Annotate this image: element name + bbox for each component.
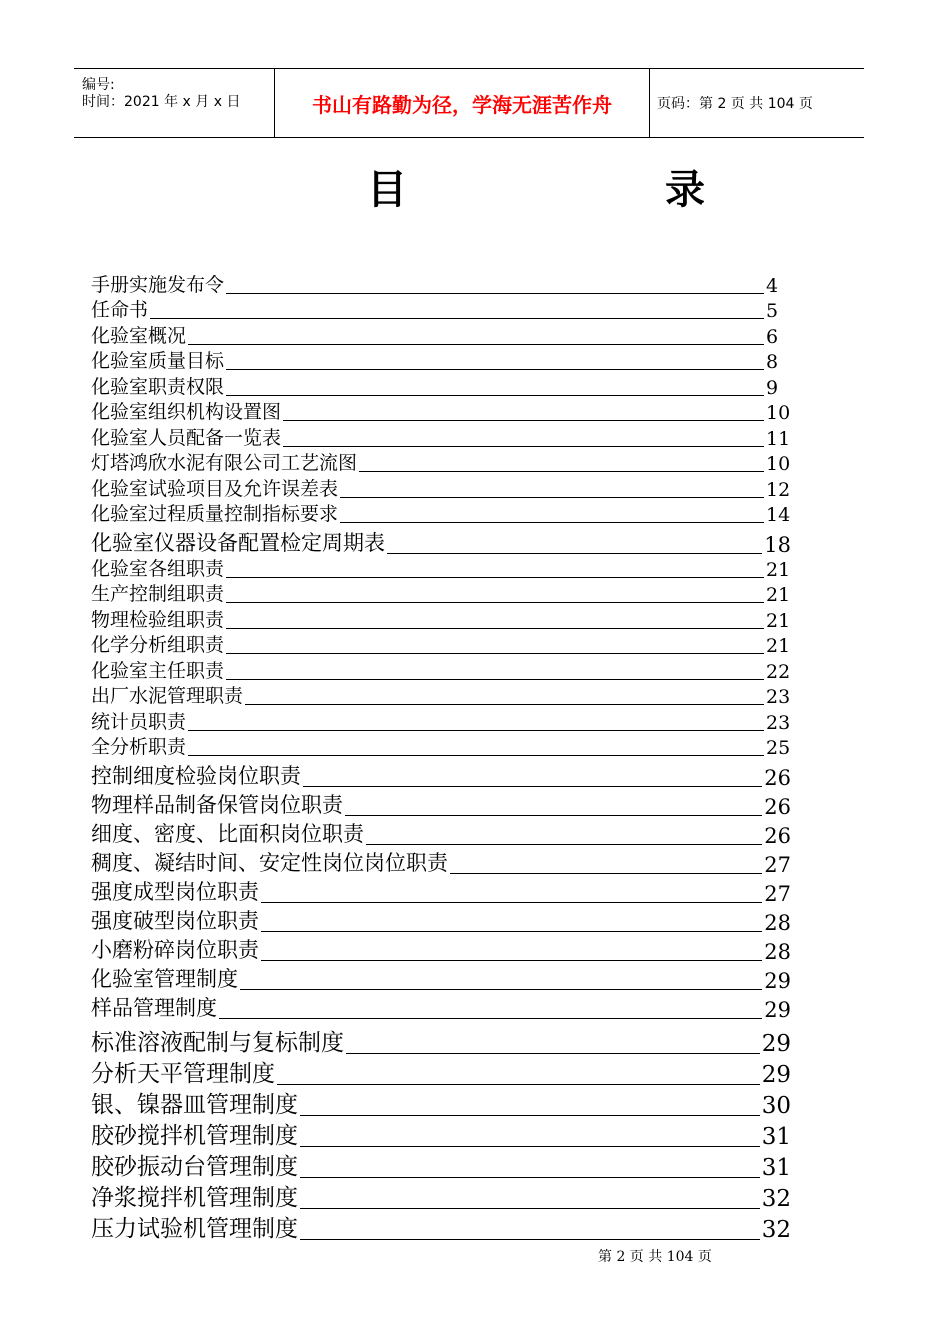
toc-leader-line: [226, 395, 764, 396]
toc-leader-line: [300, 1239, 760, 1240]
toc-entry-page-number: 10: [766, 402, 791, 424]
toc-entry[interactable]: [91, 295, 780, 322]
toc-entry-page-number: 23: [766, 686, 791, 708]
toc-entry-title: 强度成型岗位职责: [91, 880, 259, 904]
toc-entry-title: 全分析职责: [91, 736, 187, 758]
toc-entry[interactable]: [91, 707, 791, 734]
toc-entry-title: 强度破型岗位职责: [91, 909, 259, 933]
toc-entry-page-number: 21: [766, 559, 791, 581]
toc-entry-page-number: 26: [764, 824, 791, 848]
header-motto-cell: [274, 69, 650, 137]
toc-entry-page-number: 31: [761, 1155, 791, 1181]
toc-entry-page-number: 18: [764, 533, 791, 557]
toc-entry-page-number: 10: [766, 453, 791, 475]
toc-leader-line: [359, 471, 764, 472]
toc-entry[interactable]: [91, 789, 791, 819]
toc-entry-title: 化验室职责权限: [91, 376, 225, 398]
toc-leader-line: [226, 602, 764, 603]
toc-entry-page-number: 21: [766, 610, 791, 632]
toc-entry[interactable]: [91, 270, 780, 297]
page-header: [74, 68, 864, 138]
toc-entry-page-number: 27: [764, 853, 791, 877]
toc-entry[interactable]: [91, 448, 791, 475]
toc-leader-line: [261, 902, 762, 903]
toc-leader-line: [346, 1053, 760, 1054]
header-left-cell: [74, 69, 274, 137]
toc-entry-title: 胶砂振动台管理制度: [91, 1154, 298, 1180]
toc-entry-page-number: 25: [766, 737, 791, 759]
toc-entry[interactable]: [91, 499, 791, 526]
toc-entry-page-number: 32: [761, 1217, 791, 1243]
toc-entry[interactable]: [91, 1055, 791, 1088]
toc-leader-line: [450, 873, 762, 874]
toc-leader-line: [188, 344, 764, 345]
toc-entry[interactable]: [91, 554, 791, 581]
toc-entry[interactable]: [91, 474, 791, 501]
toc-entry-title: 化验室试验项目及允许误差表: [91, 478, 339, 500]
toc-leader-line: [188, 755, 764, 756]
toc-entry-title: 化验室仪器设备配置检定周期表: [91, 531, 385, 555]
toc-entry-page-number: 29: [761, 1062, 791, 1088]
toc-leader-line: [226, 369, 764, 370]
toc-leader-line: [226, 628, 764, 629]
toc-entry-page-number: 12: [766, 479, 791, 501]
toc-entry[interactable]: [91, 1210, 791, 1243]
toc-entry[interactable]: [91, 1086, 791, 1119]
toc-entry-page-number: 4: [766, 275, 779, 297]
toc-leader-line: [283, 446, 764, 447]
toc-entry-title: 化验室人员配备一览表: [91, 427, 282, 449]
toc-entry-page-number: 29: [764, 969, 791, 993]
toc-entry[interactable]: [91, 656, 791, 683]
toc-entry-page-number: 11: [766, 428, 791, 450]
toc-entry-page-number: 26: [764, 766, 791, 790]
toc-entry[interactable]: [91, 905, 791, 935]
toc-entry-title: 化验室管理制度: [91, 967, 238, 991]
document-time-label: 时间：2021 年 x 月 x 日: [82, 94, 241, 110]
toc-entry-page-number: 22: [766, 661, 791, 683]
toc-leader-line: [219, 1018, 762, 1019]
toc-leader-line: [261, 960, 762, 961]
toc-leader-line: [261, 931, 762, 932]
toc-entry-title: 细度、密度、比面积岗位职责: [91, 822, 364, 846]
toc-entry-title: 化验室组织机构设置图: [91, 401, 282, 423]
toc-entry-title: 统计员职责: [91, 711, 187, 733]
toc-leader-line: [300, 1115, 760, 1116]
toc-entry[interactable]: [91, 1117, 791, 1150]
header-motto: 书山有路勤为径，学海无涯苦作舟: [312, 92, 612, 117]
toc-entry-title: 化学分析组职责: [91, 634, 225, 656]
toc-entry-page-number: 8: [766, 351, 779, 373]
page-footer: 第 2 页 共 104 页: [598, 1249, 712, 1265]
toc-entry-page-number: 21: [766, 584, 791, 606]
toc-entry-title: 手册实施发布令: [91, 274, 225, 296]
toc-entry[interactable]: [91, 346, 780, 373]
toc-entry[interactable]: [91, 876, 791, 906]
toc-leader-line: [300, 1177, 760, 1178]
toc-entry-title: 化验室过程质量控制指标要求: [91, 503, 339, 525]
toc-entry-title: 出厂水泥管理职责: [91, 685, 244, 707]
toc-entry-title: 分析天平管理制度: [91, 1061, 275, 1087]
toc-entry-title: 化验室质量目标: [91, 350, 225, 372]
toc-entry[interactable]: [91, 372, 780, 399]
toc-entry-title: 物理检验组职责: [91, 609, 225, 631]
toc-entry[interactable]: [91, 732, 791, 759]
toc-entry[interactable]: [91, 397, 791, 424]
toc-entry-page-number: 9: [766, 377, 779, 399]
header-page-cell: [649, 69, 864, 137]
toc-leader-line: [345, 815, 762, 816]
toc-leader-line: [366, 844, 762, 845]
header-page-label: 页码：第 2 页 共 104 页: [657, 96, 813, 112]
toc-entry[interactable]: [91, 847, 791, 877]
toc-entry-page-number: 23: [766, 712, 791, 734]
toc-entry[interactable]: [91, 760, 791, 790]
toc-entry[interactable]: [91, 605, 791, 632]
toc-entry-page-number: 31: [761, 1124, 791, 1150]
toc-entry-title: 压力试验机管理制度: [91, 1216, 298, 1242]
toc-leader-line: [303, 786, 762, 787]
toc-entry-title: 小磨粉碎岗位职责: [91, 938, 259, 962]
toc-entry-title: 化验室各组职责: [91, 558, 225, 580]
toc-entry-page-number: 21: [766, 635, 791, 657]
toc-entry[interactable]: [91, 818, 791, 848]
toc-entry[interactable]: [91, 423, 791, 450]
toc-entry-page-number: 28: [764, 911, 791, 935]
toc-entry[interactable]: [91, 579, 791, 606]
toc-entry[interactable]: [91, 963, 791, 993]
toc-entry-page-number: 27: [764, 882, 791, 906]
toc-leader-line: [226, 577, 764, 578]
toc-entry[interactable]: [91, 1179, 791, 1212]
toc-entry[interactable]: [91, 934, 791, 964]
toc-entry-page-number: 29: [764, 998, 791, 1022]
toc-leader-line: [340, 497, 764, 498]
toc-entry-page-number: 32: [761, 1186, 791, 1212]
toc-entry-page-number: 30: [761, 1093, 791, 1119]
toc-entry[interactable]: [91, 321, 780, 348]
toc-leader-line: [340, 522, 764, 523]
toc-entry[interactable]: [91, 527, 791, 557]
toc-entry-title: 净浆搅拌机管理制度: [91, 1185, 298, 1211]
toc-entry-page-number: 29: [761, 1031, 791, 1057]
toc-entry-title: 标准溶液配制与复标制度: [91, 1030, 344, 1056]
toc-leader-line: [245, 704, 764, 705]
toc-entry-title: 稠度、凝结时间、安定性岗位岗位职责: [91, 851, 448, 875]
toc-leader-line: [300, 1208, 760, 1209]
document-number-label: 编号:: [82, 77, 115, 93]
toc-leader-line: [240, 989, 762, 990]
toc-entry-page-number: 26: [764, 795, 791, 819]
toc-entry-title: 化验室概况: [91, 325, 187, 347]
toc-entry[interactable]: [91, 1148, 791, 1181]
page-title: 目 录: [367, 167, 827, 213]
toc-entry[interactable]: [91, 630, 791, 657]
toc-leader-line: [277, 1084, 760, 1085]
toc-entry-title: 控制细度检验岗位职责: [91, 764, 301, 788]
toc-entry-title: 银、镍器皿管理制度: [91, 1092, 298, 1118]
toc-entry-title: 胶砂搅拌机管理制度: [91, 1123, 298, 1149]
toc-entry-title: 物理样品制备保管岗位职责: [91, 793, 343, 817]
toc-leader-line: [188, 730, 764, 731]
toc-leader-line: [283, 420, 764, 421]
toc-entry[interactable]: [91, 1024, 791, 1057]
toc-leader-line: [226, 293, 764, 294]
toc-entry[interactable]: [91, 681, 791, 708]
toc-entry-title: 灯塔鸿欣水泥有限公司工艺流图: [91, 452, 358, 474]
toc-leader-line: [226, 679, 764, 680]
toc-entry[interactable]: [91, 992, 791, 1022]
toc-leader-line: [226, 653, 764, 654]
toc-entry-title: 生产控制组职责: [91, 583, 225, 605]
toc-entry-page-number: 14: [766, 504, 791, 526]
toc-entry-page-number: 5: [766, 300, 779, 322]
toc-entry-page-number: 6: [766, 326, 779, 348]
toc-entry-title: 样品管理制度: [91, 996, 217, 1020]
toc-leader-line: [300, 1146, 760, 1147]
toc-entry-title: 任命书: [91, 299, 149, 321]
toc-leader-line: [150, 318, 764, 319]
toc-entry-title: 化验室主任职责: [91, 660, 225, 682]
toc-entry-page-number: 28: [764, 940, 791, 964]
